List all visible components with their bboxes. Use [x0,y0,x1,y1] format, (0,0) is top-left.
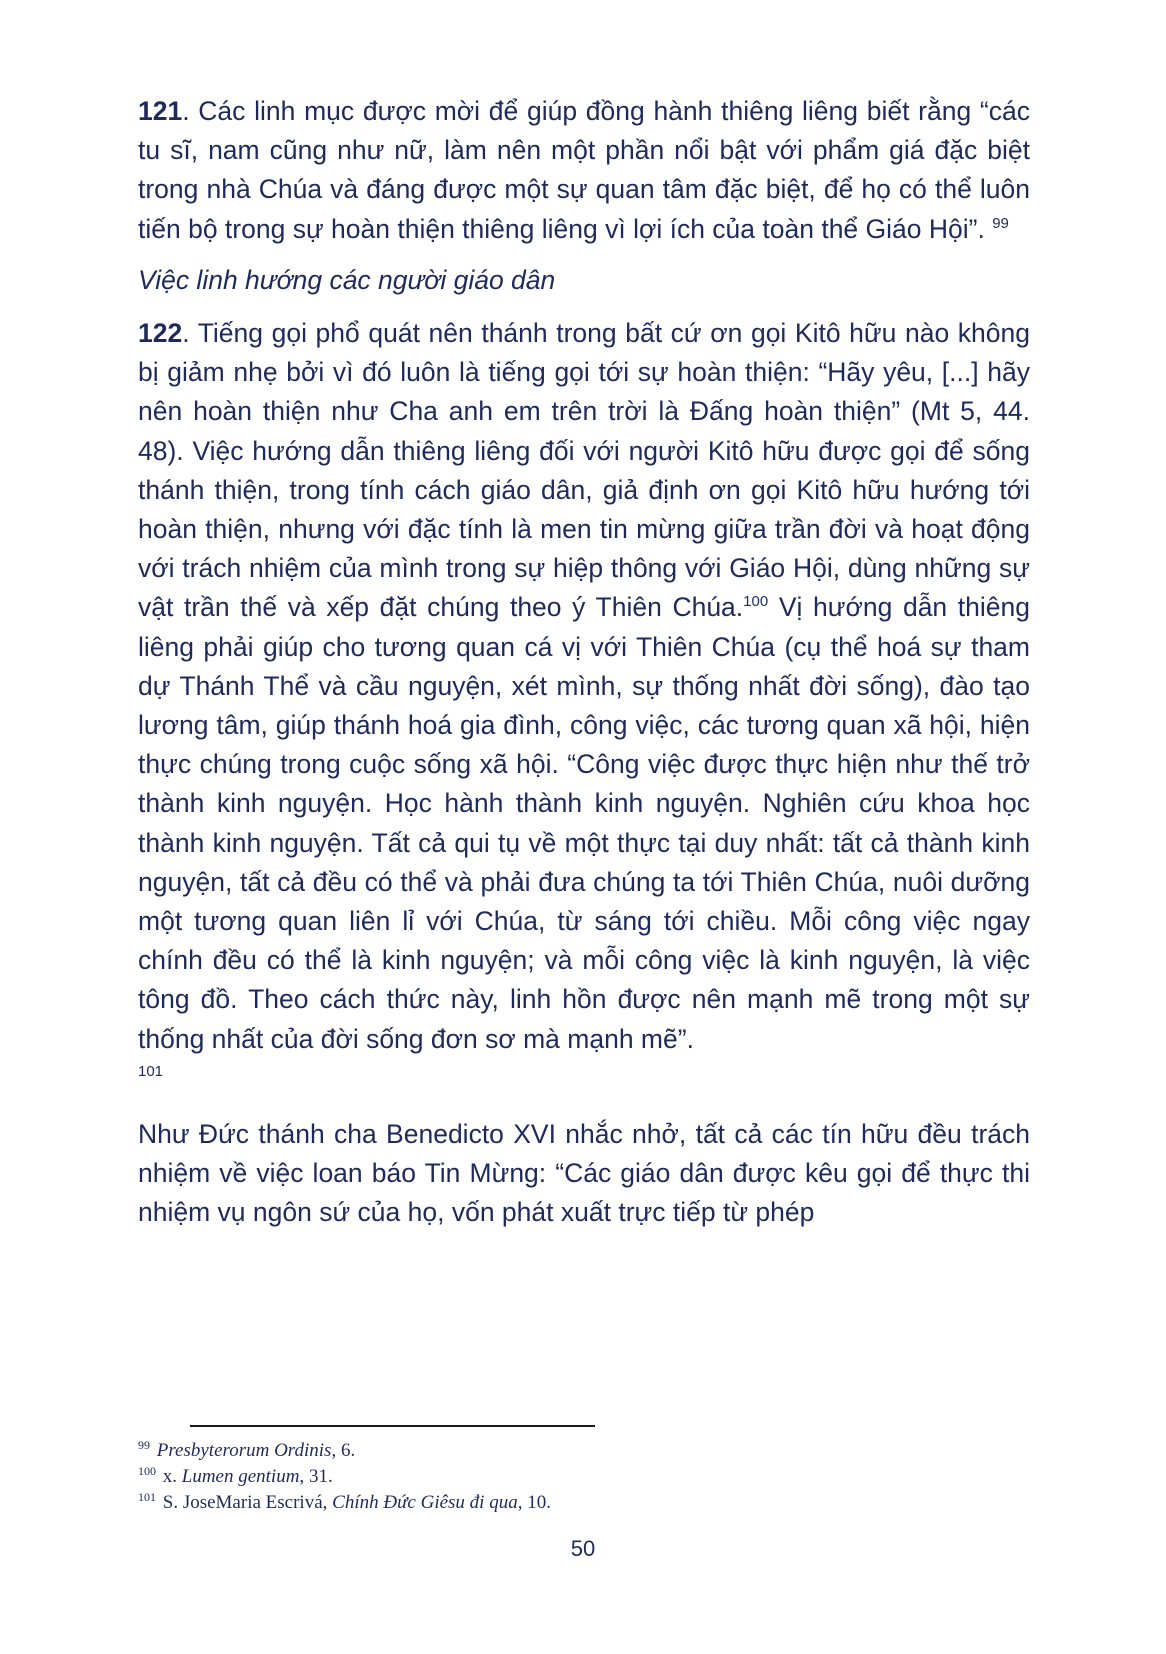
paragraph-122 [138,314,1030,1083]
footnote-number: 99 [138,1438,150,1452]
section-heading: Việc linh hướng các người giáo dân [138,264,556,295]
main-text [138,92,1030,1232]
footnote-text: x. [158,1466,182,1487]
paragraph-text: . Tiếng gọi phổ quát nên thánh trong bất cứ ơn gọi Kitô hữu nào không bị giảm nhẹ bởi vì đó luôn là tiếng gọi tới sự hoàn thiện: “Hãy yêu, [...] hãy nên hoàn thiện như Cha anh em trên trời là Đấng hoàn thiện” (Mt 5, 44. 48). Việc hướng dẫn thiêng liêng đối với người Kitô hữu được gọi để sống thánh thiện, trong tính cách giáo dân, giả định ơn gọi Kitô hữu hướng tới hoàn thiện, nhưng với đặc tính là men tin mừng giữa trần đời và hoạt động với trách nhiệm của mình trong sự hiệp thông với Giáo Hội, dùng những sự vật trần thế và xếp đặt chúng theo ý Thiên Chúa. [138,318,1030,623]
footnote-100 [138,1464,1018,1490]
footnote-number: 100 [138,1464,156,1478]
footnote-number: 101 [138,1490,156,1504]
paragraph-text: . Các linh mục được mời để giúp đồng hành thiêng liêng biết rằng “các tu sĩ, nam cũng như nữ, làm nên một phần nổi bật với phẩm giá đặc biệt trong nhà Chúa và đáng được một sự quan tâm đặc biệt, để họ có thể luôn tiến bộ trong sự hoàn thiện thiêng liêng vì lợi ích của toàn thể Giáo Hội”. [138,96,1030,244]
footnote-ref-100[interactable]: 100 [743,593,769,611]
paragraph-benedict: Như Đức thánh cha Benedicto XVI nhắc nhở, tất cả các tín hữu đều trách nhiệm về việc loan báo Tin Mừng: “Các giáo dân được kêu gọi để thực thi nhiệm vụ ngôn sứ của họ, vốn phát xuất trực tiếp từ phép [138,1118,1030,1228]
footnote-101 [138,1490,1018,1516]
footnote-divider [190,1425,595,1427]
paragraph-121 [138,92,1030,249]
footnote-title: Presbyterorum Ordinis [156,1440,332,1461]
footnote-ref-101[interactable]: 101 [138,1062,164,1080]
page-number: 50 [570,1536,596,1561]
footnote-99 [138,1438,1018,1464]
footnote-text: , 10. [517,1492,551,1513]
paragraph-text: Vị hướng dẫn thiêng liêng phải giúp cho tương quan cá vị với Thiên Chúa (cụ thể hoá sự tham dự Thánh Thể và cầu nguyện, xét mình, sự thống nhất đời sống), đào tạo lương tâm, giúp thánh hoá gia đình, công việc, các tương quan xã hội, hiện thực chúng trong cuộc sống xã hội. “Công việc được thực hiện như thế trở thành kinh nguyện. Học hành thành kinh nguyện. Nghiên cứu khoa học thành kinh nguyện. Tất cả qui tụ về một thực tại duy nhất: tất cả thành kinh nguyện, tất cả đều có thể và phải đưa chúng ta tới Thiên Chúa, nuôi dưỡng một tương quan liên lỉ với Chúa, từ sáng tới chiều. Mỗi công việc ngay chính đều có thể là kinh nguyện; và mỗi công việc là kinh nguyện, là việc tông đồ. Theo cách thức này, linh hồn được nên mạnh mẽ trong một sự thống nhất của đời sống đơn sơ mà mạnh mẽ”. [138,592,1030,1054]
footnote-title: Chính Đức Giêsu đi qua [332,1492,518,1513]
footnote-text: S. JoseMaria Escrivá, [158,1492,333,1513]
footnote-text: , 6. [331,1440,356,1461]
footnotes [138,1438,1018,1516]
footnote-ref-99[interactable]: 99 [992,214,1009,232]
footnote-text: , 31. [299,1466,333,1487]
paragraph-number: 122 [138,318,183,349]
footnote-title: Lumen gentium [181,1466,300,1487]
paragraph-number: 121 [138,96,183,126]
